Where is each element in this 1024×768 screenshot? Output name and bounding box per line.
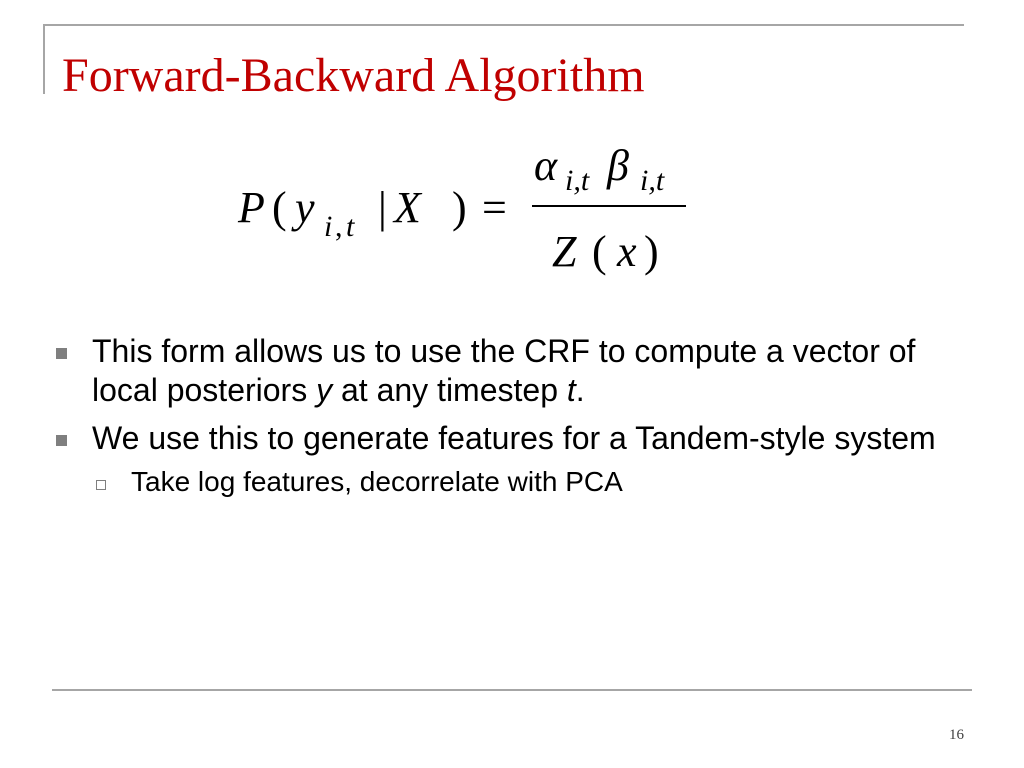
sub-bullet-text: Take log features, decorrelate with PCA bbox=[131, 466, 623, 497]
bullet-italic-t: t bbox=[566, 372, 576, 408]
formula-beta-sub: i,t bbox=[640, 164, 665, 197]
formula-y-sub-i: i bbox=[324, 210, 333, 243]
formula-svg bbox=[232, 138, 712, 288]
square-bullet-icon bbox=[56, 348, 67, 359]
footer-rule bbox=[52, 689, 972, 691]
formula-equals: = bbox=[482, 183, 507, 232]
formula-alpha: α bbox=[534, 141, 558, 190]
formula-x: x bbox=[617, 227, 637, 276]
bullet-text: We use this to generate features for a Tandem-style system bbox=[92, 420, 936, 456]
formula-bar: | bbox=[378, 183, 387, 232]
formula-alpha-sub: i,t bbox=[565, 164, 590, 197]
frame-left-rule bbox=[43, 24, 45, 94]
bullet-text: at any timestep bbox=[332, 372, 567, 408]
hollow-square-bullet-icon bbox=[96, 480, 106, 490]
bullet-italic-y: y bbox=[316, 372, 333, 408]
formula-den-close-paren: ) bbox=[644, 227, 659, 276]
formula-y-sub-t: t bbox=[346, 210, 355, 243]
posterior-formula bbox=[232, 138, 712, 288]
formula-P: P bbox=[238, 183, 265, 232]
bullet-list bbox=[55, 332, 945, 499]
frame-top-rule bbox=[43, 24, 964, 26]
formula-y: y bbox=[295, 183, 315, 232]
bullet-item bbox=[55, 419, 945, 458]
formula-beta: β bbox=[607, 141, 629, 190]
formula-X: X bbox=[394, 183, 421, 232]
formula-close-paren: ) bbox=[452, 183, 467, 232]
formula-y-sub-comma: , bbox=[335, 210, 343, 243]
slide-number: 16 bbox=[949, 727, 964, 743]
formula-den-open-paren: ( bbox=[592, 227, 607, 276]
bullet-item bbox=[55, 332, 945, 410]
slide-title: Forward-Backward Algorithm bbox=[62, 49, 645, 102]
square-bullet-icon bbox=[56, 435, 67, 446]
formula-open-paren: ( bbox=[272, 183, 287, 232]
sub-bullet-item bbox=[55, 465, 945, 499]
formula-Z: Z bbox=[552, 227, 577, 276]
bullet-text: This form allows us to use the CRF to compute a vector of local posteriors bbox=[92, 333, 916, 408]
bullet-text: . bbox=[575, 372, 585, 408]
